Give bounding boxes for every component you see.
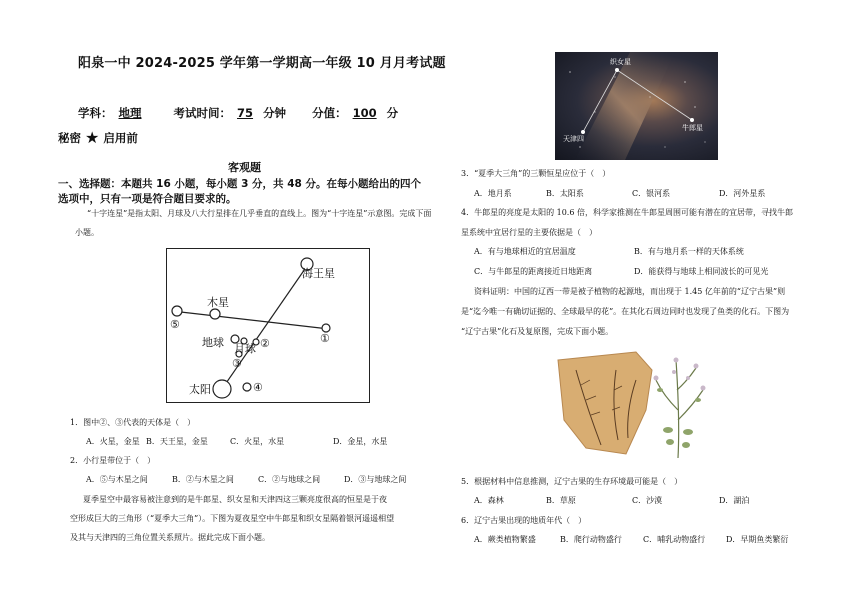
label-sun: 太阳 — [189, 384, 211, 396]
q2-stem: 2．小行星带位于（ ） — [70, 456, 156, 465]
q1-options — [86, 436, 387, 447]
star-icon: ★ — [85, 128, 100, 147]
label-deneb: 天津四 — [563, 136, 584, 143]
time-value: 75 — [237, 106, 254, 120]
score-label: 分值： — [312, 106, 347, 120]
intro3-line3: “辽宁古果”化石及复原图，完成下面小题。 — [461, 327, 614, 336]
planet5-circle — [172, 306, 182, 316]
subject-value: 地理 — [118, 106, 142, 120]
q2-option-a: A．⑤与木星之间 — [86, 475, 148, 484]
label-neptune: 海王星 — [302, 268, 335, 280]
q6-option-d: D．早期鱼类繁衍 — [726, 535, 789, 544]
q3-option-c: C．银河系 — [632, 189, 671, 198]
label-n5: ⑤ — [170, 319, 180, 331]
q4-options-row1 — [474, 246, 744, 257]
q4-option-b: B．有与地月系一样的天体系统 — [634, 247, 744, 256]
q1-option-d: D．金星，水星 — [333, 437, 388, 446]
label-n2: ② — [260, 338, 270, 350]
exam-info — [78, 105, 398, 121]
q5-stem: 5．根据材料中信息推测，辽宁古果的生存环境最可能是（ ） — [461, 477, 683, 486]
intro-cross-stars: “十字连星”是指太阳、月球及八大行星排在几乎垂直的直线上。图为“十字连星”示意图。完成下面小题。 — [75, 209, 432, 237]
q5-option-a: A．森林 — [474, 496, 504, 505]
q4-option-c: C．与牛郎星的距离接近日地距离 — [474, 267, 593, 276]
plant-svg — [648, 350, 713, 460]
planet4-circle — [243, 383, 251, 391]
time-unit: 分钟 — [263, 106, 287, 120]
q3-option-b: B．太阳系 — [546, 189, 584, 198]
jupiter-circle — [210, 309, 220, 319]
q3-stem: 3．“夏季大三角”的三颗恒星应位于（ ） — [461, 169, 611, 178]
q3-option-a: A．地月系 — [474, 189, 512, 198]
fossil-image — [556, 350, 656, 458]
label-n1: ① — [320, 333, 330, 345]
q4-stem-line1: 4．牛郎星的亮度是太阳的 10.6 倍，科学家推测在牛郎星周围可能有潜在的宜居带，寻找牛郎 — [461, 208, 793, 217]
q3-option-d: D．河外星系 — [719, 189, 766, 198]
q6-options — [474, 534, 788, 545]
cross-star-svg — [167, 249, 369, 402]
score-value: 100 — [352, 106, 377, 120]
q1-option-c: C．火星，水星 — [230, 437, 285, 446]
time-label: 考试时间： — [173, 106, 232, 120]
q2-option-b: B．②与木星之间 — [172, 475, 234, 484]
label-n3: ③ — [232, 358, 242, 370]
q1-option-b: B．天王星，金星 — [146, 437, 208, 446]
intro2-line3: 及其与天津四的三角位置关系照片。据此完成下面小题。 — [70, 533, 270, 542]
q2-option-c: C．②与地球之间 — [258, 475, 321, 484]
q2-option-d: D．③与地球之间 — [344, 475, 407, 484]
q6-option-b: B．爬行动物盛行 — [560, 535, 622, 544]
secret-mark — [58, 130, 138, 146]
intro3-line2: 是“迄今唯一有确切证据的、全球最早的花”。在其化石周边同时也发现了鱼类的化石。下图为 — [461, 307, 790, 316]
secret-left: 秘密 — [58, 131, 81, 145]
secret-right: 启用前 — [103, 131, 138, 145]
q6-option-c: C．哺乳动物盛行 — [643, 535, 706, 544]
fossil-svg — [556, 350, 656, 458]
q4-options-row2 — [474, 266, 768, 277]
cross-star-diagram — [166, 248, 370, 403]
milky-way-svg — [555, 52, 718, 160]
label-jupiter: 木星 — [207, 297, 229, 309]
sun-circle — [213, 380, 231, 398]
subject-label: 学科： — [78, 106, 113, 120]
label-moon: 月球 — [234, 343, 256, 355]
q1-stem: 1．图中②、③代表的天体是（ ） — [70, 418, 196, 427]
section-title: 客观题 — [228, 161, 261, 174]
q5-option-c: C．沙漠 — [632, 496, 663, 505]
q4-option-a: A．有与地球相近的宜居温度 — [474, 247, 576, 256]
milky-way-photo — [555, 52, 718, 160]
label-altair: 牛郎星 — [682, 125, 703, 132]
q6-stem: 6．辽宁古果出现的地质年代（ ） — [461, 516, 587, 525]
label-earth: 地球 — [202, 337, 224, 349]
planet1-circle — [322, 324, 330, 332]
q1-option-a: A．火星，金星 — [86, 437, 140, 446]
q6-option-a: A．蕨类植物繁盛 — [474, 535, 536, 544]
q5-option-d: D．湖泊 — [719, 496, 750, 505]
intro3-line1: 资料证明：中国的辽西一带是被子植物的起源地，而出现于 1.45 亿年前的“辽宁古果”则 — [474, 287, 786, 296]
label-n4: ④ — [253, 382, 263, 394]
q5-options — [474, 495, 749, 506]
plant-reconstruction-image — [648, 350, 713, 460]
earth-circle — [231, 335, 239, 343]
label-vega: 织女星 — [610, 59, 631, 66]
score-unit: 分 — [386, 106, 399, 120]
q5-option-b: B．草原 — [546, 496, 576, 505]
intro2-line1: 夏季星空中最容易被注意到的是牛郎星、织女星和天津四这三颗亮度很高的恒星是于夜 — [83, 495, 387, 504]
q4-option-d: D．能获得与地球上相同波长的可见光 — [634, 267, 769, 276]
intro2-line2: 空形成巨大的三角形（“夏季大三角”）。下图为夏夜星空中牛郎星和织女星隔着银河遥遥相望 — [70, 514, 395, 523]
q2-options — [86, 474, 406, 485]
exam-title: 阳泉一中 2024-2025 学年第一学期高一年级 10 月月考试题 — [78, 56, 446, 71]
q3-options — [474, 188, 765, 199]
part-one-instructions: 一、选择题：本题共 16 小题，每小题 3 分，共 48 分。在每小题给出的四个选项中，只有一项是符合题目要求的。 — [58, 178, 421, 205]
q4-stem-line2: 星系统中宜居行星的主要依据是（ ） — [461, 228, 597, 237]
